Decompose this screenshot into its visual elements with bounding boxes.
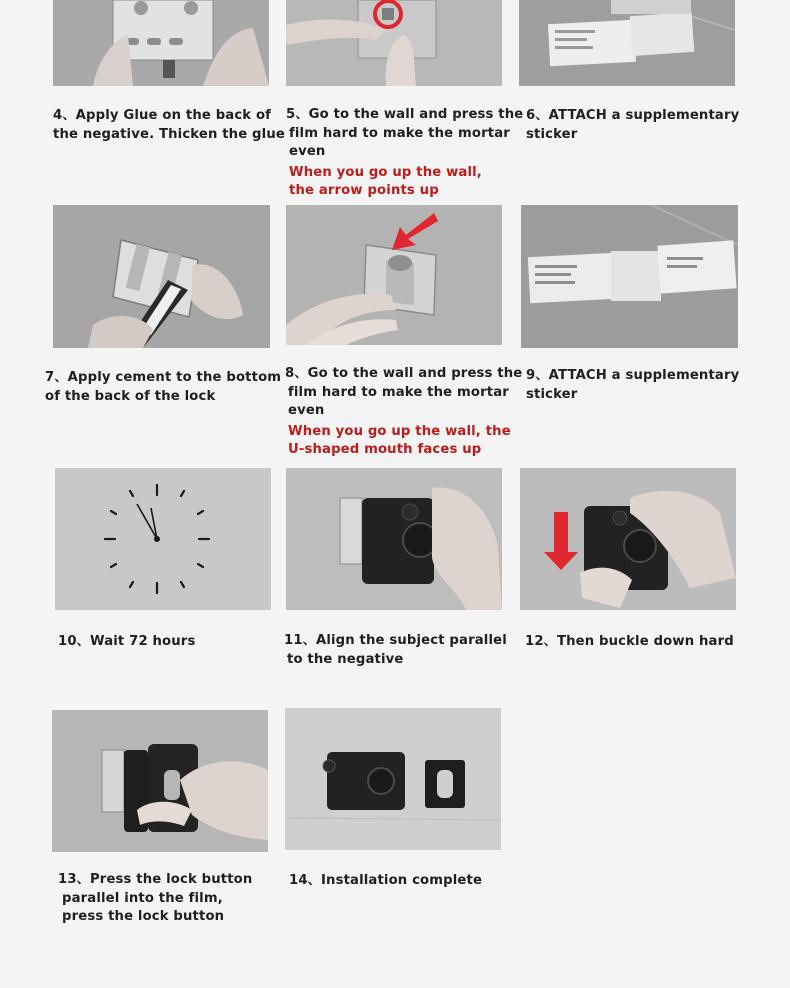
step-6-photo	[519, 0, 735, 86]
caption-line: 14、Installation complete	[289, 873, 483, 888]
caption-line: the negative. Thicken the glue	[53, 126, 285, 142]
step-14-caption	[289, 872, 482, 891]
caption-line: to the negative	[287, 651, 404, 667]
caption-line: 7、Apply cement to the bottom	[45, 370, 282, 385]
step-4-caption	[53, 107, 285, 144]
caption-line: 13、Press the lock button	[58, 872, 253, 887]
step-7-caption	[45, 369, 281, 406]
caption-line: film hard to make the mortar	[289, 125, 510, 141]
lock-button-illustration	[52, 710, 268, 852]
buckle-down-illustration	[520, 468, 736, 610]
caption-line: sticker	[526, 126, 578, 142]
step-14-photo	[285, 708, 501, 850]
sticker-illustration	[519, 0, 735, 86]
lock-align-illustration	[286, 468, 502, 610]
caption-line: parallel into the film,	[62, 890, 223, 906]
caption-line: press the lock button	[62, 909, 225, 924]
step-9-caption	[526, 367, 739, 404]
step-4-photo	[53, 0, 269, 86]
installation-complete-illustration	[285, 708, 501, 850]
caption-line: 8、Go to the wall and press the	[285, 366, 523, 381]
caption-line: 6、ATTACH a supplementary	[526, 108, 740, 123]
step-11-caption	[284, 632, 507, 669]
cement-bracket-illustration	[53, 205, 270, 348]
step-5-caption	[286, 106, 523, 201]
step-12-caption	[525, 633, 734, 652]
clock-icon	[55, 468, 271, 610]
caption-line: sticker	[526, 386, 578, 402]
step-10-caption	[58, 633, 195, 652]
caption-line: 12、Then buckle down hard	[525, 634, 734, 649]
wall-press-illustration	[286, 0, 502, 86]
caption-line: even	[288, 403, 325, 418]
caption-line: 4、Apply Glue on the back of	[53, 108, 272, 123]
step-12-photo	[520, 468, 736, 610]
step-9-photo	[521, 205, 738, 348]
caption-line: 10、Wait 72 hours	[58, 634, 196, 649]
step-5-photo	[286, 0, 502, 86]
caption-line: film hard to make the mortar	[288, 384, 509, 400]
step-7-photo	[53, 205, 270, 348]
step-8-photo	[286, 205, 502, 345]
supplementary-sticker-illustration	[521, 205, 738, 348]
step-13-photo	[52, 710, 268, 852]
caption-line: 5、Go to the wall and press the	[286, 107, 524, 122]
caption-line: even	[289, 144, 326, 159]
caption-note: When you go up the wall,	[289, 164, 482, 180]
caption-line: 11、Align the subject parallel	[284, 633, 507, 648]
caption-line: 9、ATTACH a supplementary	[526, 368, 740, 383]
caption-line: of the back of the lock	[45, 388, 216, 404]
bracket-glue-illustration	[53, 0, 269, 86]
step-13-caption	[58, 871, 252, 927]
u-bracket-press-illustration	[286, 205, 502, 345]
caption-note: When you go up the wall, the	[288, 423, 511, 439]
step-10-photo	[55, 468, 271, 610]
caption-note: U-shaped mouth faces up	[288, 442, 482, 457]
step-8-caption	[285, 365, 522, 460]
step-11-photo	[286, 468, 502, 610]
step-6-caption	[526, 107, 739, 144]
caption-note: the arrow points up	[289, 183, 439, 198]
